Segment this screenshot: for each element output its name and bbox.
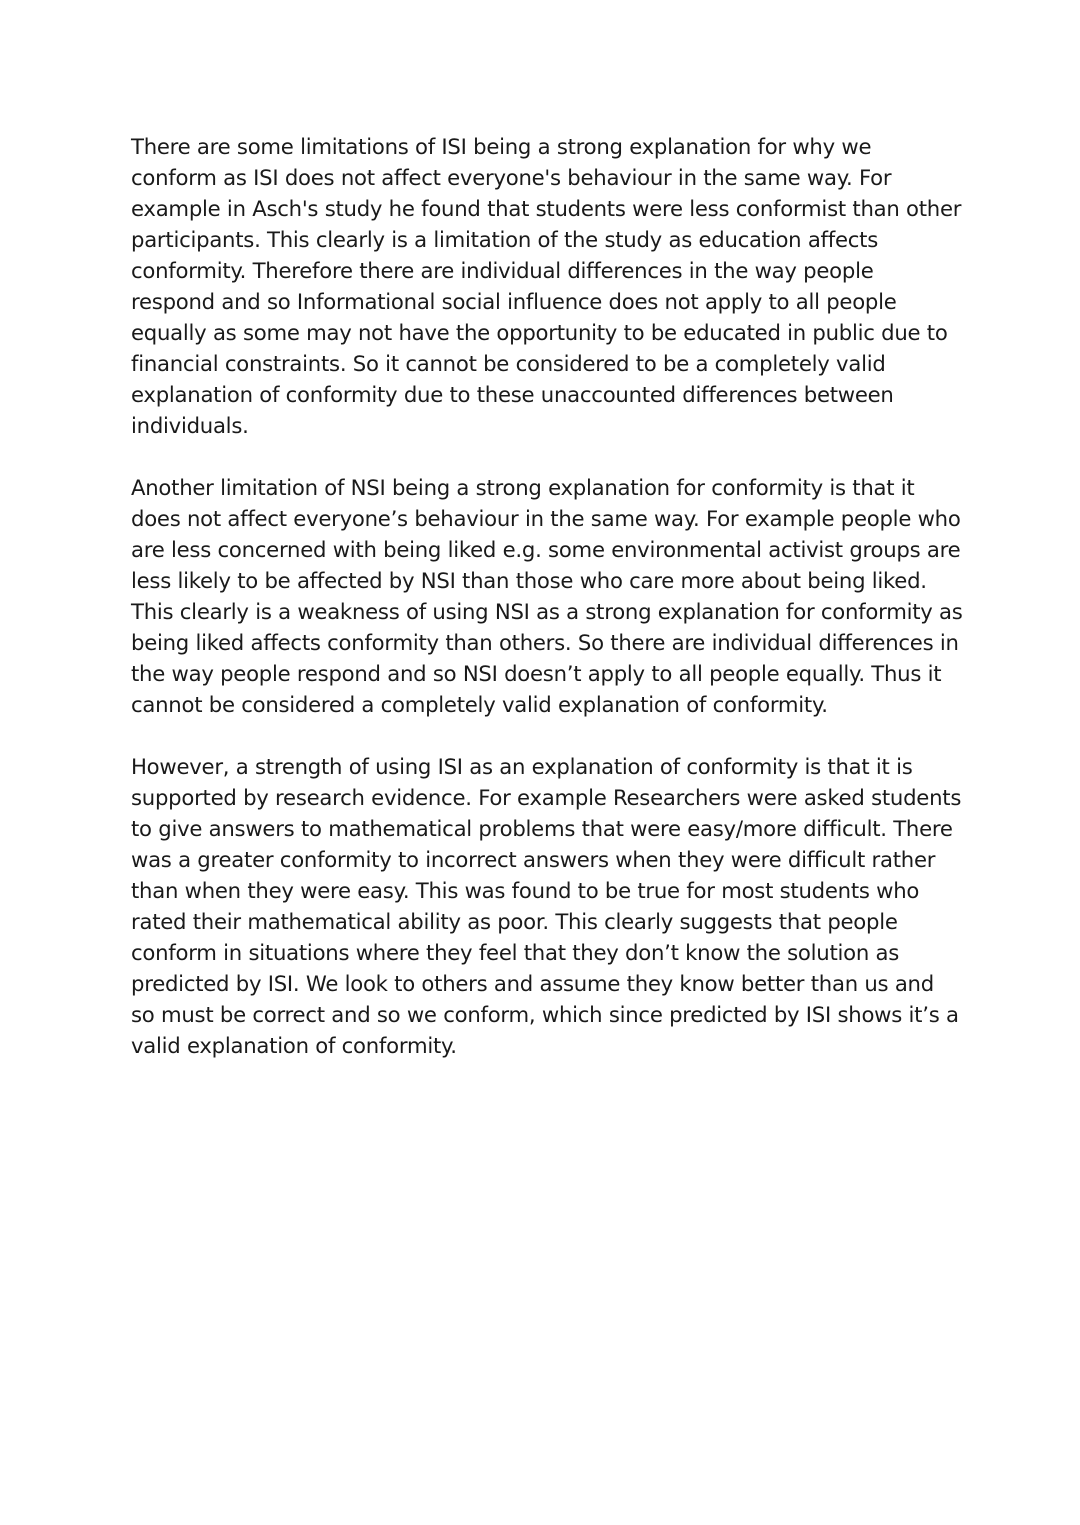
text-line: Another limitation of NSI being a strong explanation for conformity is that it (131, 475, 915, 500)
text-line: conformity. Therefore there are individual differences in the way people (131, 258, 874, 283)
document-body (131, 131, 961, 1092)
text-line: so must be correct and so we conform, which since predicted by ISI shows it’s a (131, 1002, 959, 1027)
text-line: the way people respond and so NSI doesn’t apply to all people equally. Thus it (131, 661, 942, 686)
text-line: respond and so Informational social influence does not apply to all people (131, 289, 897, 314)
text-line: to give answers to mathematical problems that were easy/more difficult. There (131, 816, 953, 841)
text-line: There are some limitations of ISI being a strong explanation for why we (131, 134, 872, 159)
text-line: equally as some may not have the opportunity to be educated in public due to (131, 320, 948, 345)
paragraph-isi-limitation (131, 131, 961, 441)
text-line: cannot be considered a completely valid explanation of conformity. (131, 692, 828, 717)
text-line: example in Asch's study he found that students were less conformist than other (131, 196, 962, 221)
text-line: participants. This clearly is a limitation of the study as education affects (131, 227, 879, 252)
text-line: supported by research evidence. For example Researchers were asked students (131, 785, 962, 810)
text-line: does not affect everyone’s behaviour in the same way. For example people who (131, 506, 961, 531)
text-line: being liked affects conformity than others. So there are individual differences in (131, 630, 959, 655)
text-line: was a greater conformity to incorrect answers when they were difficult rather (131, 847, 936, 872)
text-line: valid explanation of conformity. (131, 1033, 457, 1058)
text-line: individuals. (131, 413, 249, 438)
text-line: conform in situations where they feel that they don’t know the solution as (131, 940, 900, 965)
text-line: predicted by ISI. We look to others and assume they know better than us and (131, 971, 934, 996)
text-line: explanation of conformity due to these unaccounted differences between (131, 382, 894, 407)
paragraph-isi-strength (131, 751, 961, 1061)
text-line: are less concerned with being liked e.g. some environmental activist groups are (131, 537, 961, 562)
paragraph-nsi-limitation (131, 472, 961, 720)
text-line: However, a strength of using ISI as an explanation of conformity is that it is (131, 754, 913, 779)
text-line: less likely to be affected by NSI than those who care more about being liked. (131, 568, 927, 593)
text-line: rated their mathematical ability as poor. This clearly suggests that people (131, 909, 898, 934)
text-line: conform as ISI does not affect everyone's behaviour in the same way. For (131, 165, 892, 190)
text-line: This clearly is a weakness of using NSI as a strong explanation for conformity as (131, 599, 963, 624)
text-line: than when they were easy. This was found to be true for most students who (131, 878, 920, 903)
text-line: financial constraints. So it cannot be considered to be a completely valid (131, 351, 886, 376)
